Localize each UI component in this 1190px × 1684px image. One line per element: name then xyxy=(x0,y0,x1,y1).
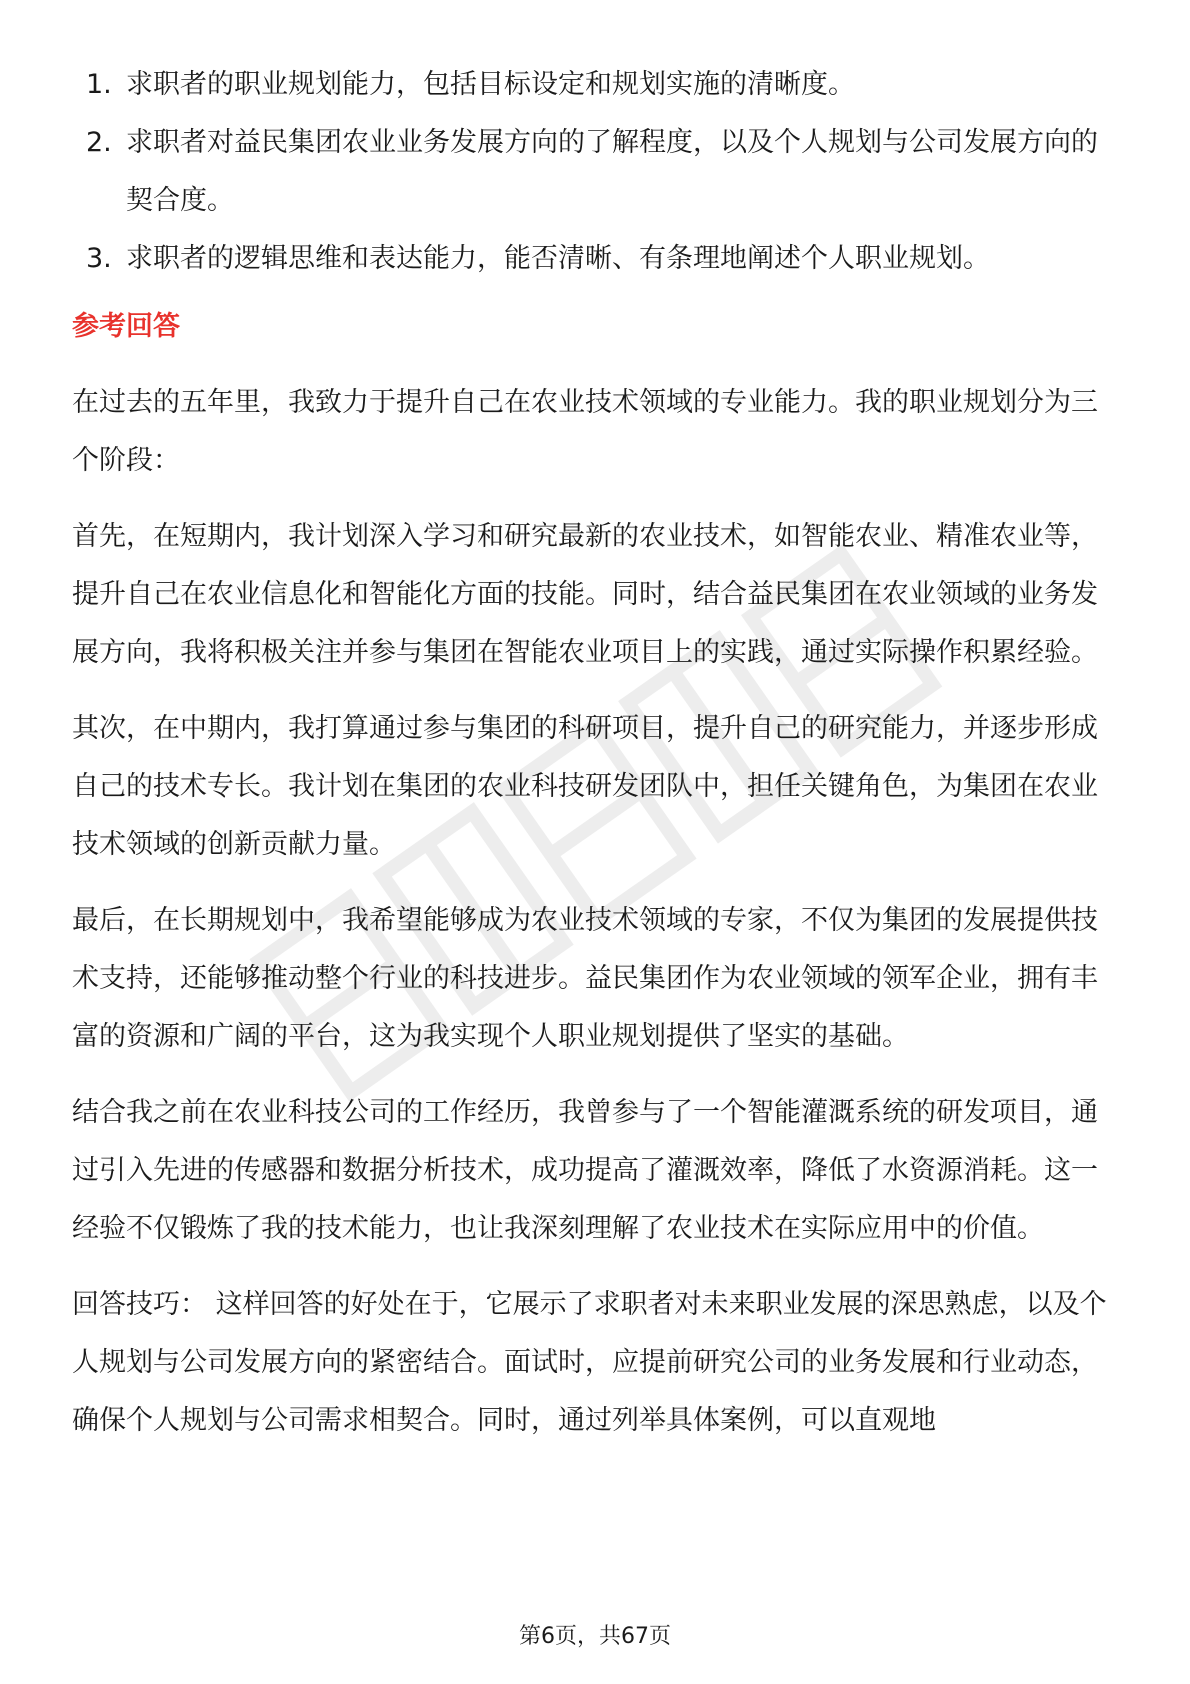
list-item xyxy=(72,56,1122,114)
answer-paragraph: 首先，在短期内，我计划深入学习和研究最新的农业技术，如智能农业、精准农业等，提升自己在农业信息化和智能化方面的技能。同时，结合益民集团在农业领域的业务发展方向，我将积极关注并参与集团在智能农业项目上的实践，通过实际操作积累经验。 xyxy=(72,521,1098,668)
answer-paragraph: 最后，在长期规划中，我希望能够成为农业技术领域的专家，不仅为集团的发展提供技术支持，还能够推动整个行业的科技进步。益民集团作为农业领域的领军企业，拥有丰富的资源和广阔的平台，这为我实现个人职业规划提供了坚实的基础。 xyxy=(72,905,1098,1052)
answer-paragraph: 在过去的五年里，我致力于提升自己在农业技术领域的专业能力。我的职业规划分为三个阶段： xyxy=(72,387,1098,476)
tips-paragraph: 回答技巧： 这样回答的好处在于，它展示了求职者对未来职业发展的深思熟虑，以及个人规划与公司发展方向的紧密结合。面试时，应提前研究公司的业务发展和行业动态，确保个人规划与公司需求相契合。同时，通过列举具体案例，可以直观地 xyxy=(72,1289,1107,1436)
content-body xyxy=(72,56,1122,1450)
list-number: 3. xyxy=(86,243,112,274)
answer-heading: 参考回答 xyxy=(72,311,180,342)
list-text: 求职者的职业规划能力，包括目标设定和规划实施的清晰度。 xyxy=(126,69,855,100)
list-item xyxy=(72,114,1122,230)
evaluation-criteria-list xyxy=(72,56,1122,288)
list-text: 求职者对益民集团农业业务发展方向的了解程度，以及个人规划与公司发展方向的契合度。 xyxy=(126,127,1098,216)
list-number: 2. xyxy=(86,127,112,158)
page-footer: 第6页，共67页 xyxy=(519,1624,671,1649)
answer-paragraph: 其次，在中期内，我打算通过参与集团的科研项目，提升自己的研究能力，并逐步形成自己的技术专长。我计划在集团的农业科技研发团队中，担任关键角色，为集团在农业技术领域的创新贡献力量。 xyxy=(72,713,1098,860)
list-text: 求职者的逻辑思维和表达能力，能否清晰、有条理地阐述个人职业规划。 xyxy=(126,243,990,274)
list-number: 1. xyxy=(86,69,112,100)
list-item xyxy=(72,230,1122,288)
answer-paragraph: 结合我之前在农业科技公司的工作经历，我曾参与了一个智能灌溉系统的研发项目，通过引入先进的传感器和数据分析技术，成功提高了灌溉效率，降低了水资源消耗。这一经验不仅锻炼了我的技术能力，也让我深刻理解了农业技术在实际应用中的价值。 xyxy=(72,1097,1098,1244)
